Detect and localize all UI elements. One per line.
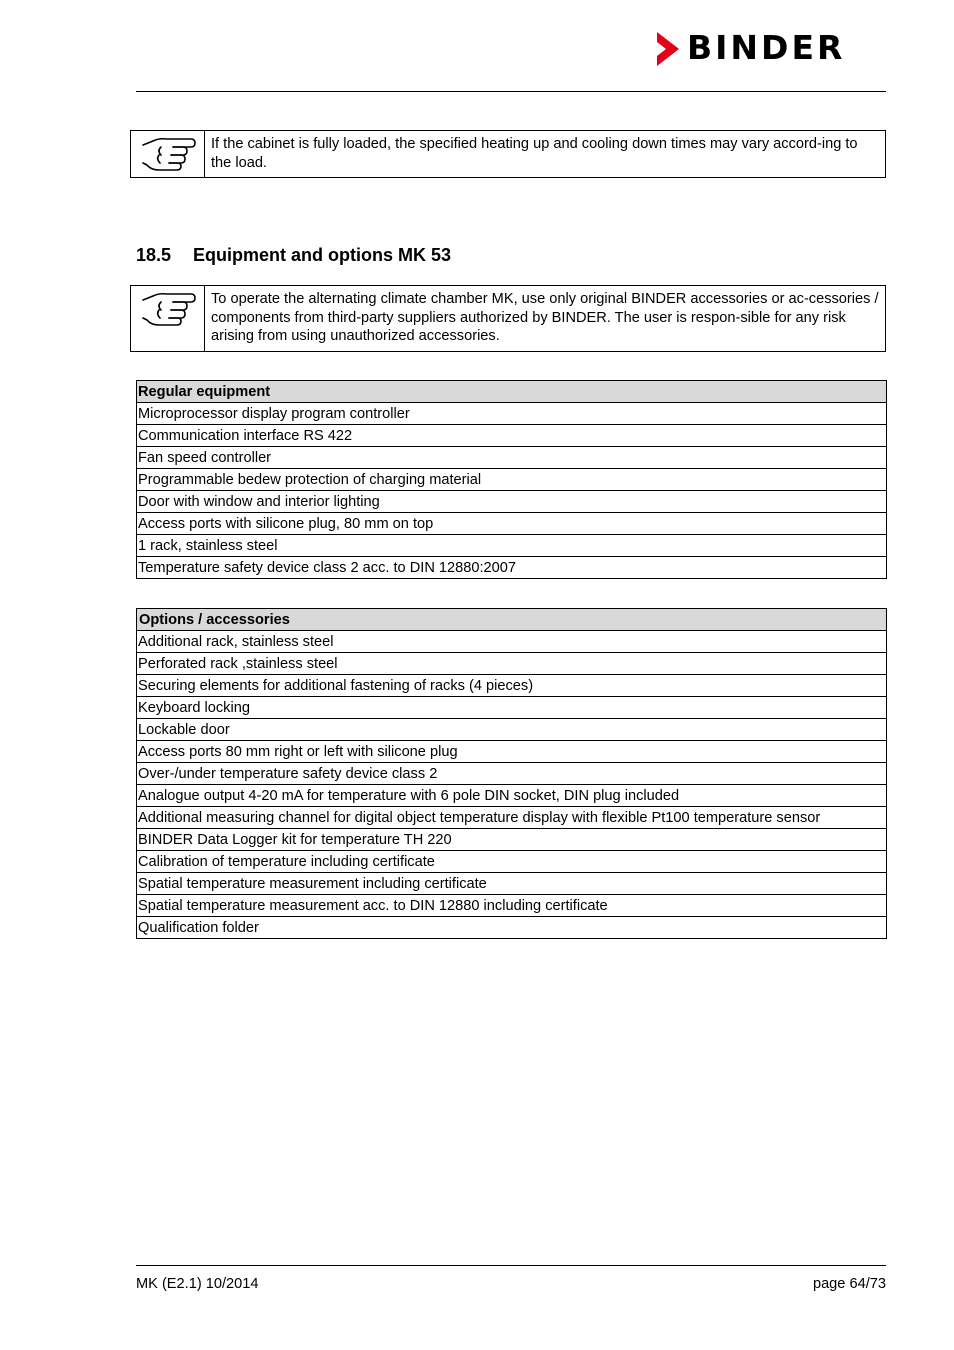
note-icon-cell [131,286,205,351]
table-cell: Additional rack, stainless steel [137,631,887,653]
table-row [137,917,887,939]
table-cell: Temperature safety device class 2 acc. to DIN 12880:2007 [137,557,887,579]
table-row [137,513,887,535]
table-row [137,719,887,741]
table-row [137,491,887,513]
table-cell: Access ports with silicone plug, 80 mm on top [137,513,887,535]
regular-equipment-table [136,380,887,579]
table-cell: Spatial temperature measurement including certificate [137,873,887,895]
table-cell: 1 rack, stainless steel [137,535,887,557]
table-row [137,675,887,697]
table-header: Regular equipment [137,381,887,403]
note-box-loading [130,130,886,178]
table-row [137,447,887,469]
table-cell: Analogue output 4-20 mA for temperature with 6 pole DIN socket, DIN plug included [137,785,887,807]
table-cell: Qualification folder [137,917,887,939]
table-row [137,807,887,829]
table-cell: Communication interface RS 422 [137,425,887,447]
table-row [137,785,887,807]
table-cell: Calibration of temperature including certificate [137,851,887,873]
pointing-hand-icon [139,290,197,328]
table-cell: Microprocessor display program controller [137,403,887,425]
table-header-row [137,381,887,403]
footer-document-id: MK (E2.1) 10/2014 [136,1276,259,1292]
header-divider [136,91,886,92]
table-cell: Additional measuring channel for digital object temperature display with flexible Pt100 temperature sensor [137,807,887,829]
binder-logo [655,30,887,66]
table-cell: Door with window and interior lighting [137,491,887,513]
table-row [137,763,887,785]
table-cell: Keyboard locking [137,697,887,719]
table-row [137,895,887,917]
table-cell: Access ports 80 mm right or left with silicone plug [137,741,887,763]
table-cell: Over-/under temperature safety device class 2 [137,763,887,785]
table-row [137,741,887,763]
note-icon-cell [131,131,205,177]
table-header-row [137,609,887,631]
section-heading [136,243,451,267]
section-number: 18.5 [136,245,172,265]
table-row [137,697,887,719]
table-row [137,535,887,557]
table-row [137,653,887,675]
table-row [137,469,887,491]
table-row [137,425,887,447]
table-row [137,829,887,851]
table-row [137,403,887,425]
table-cell: Programmable bedew protection of charging material [137,469,887,491]
footer-divider [136,1265,886,1266]
table-cell: Securing elements for additional fastening of racks (4 pieces) [137,675,887,697]
pointing-hand-icon [139,135,197,173]
table-row [137,557,887,579]
binder-logo-icon [655,32,681,66]
table-row [137,631,887,653]
brand-name: BINDER [687,28,846,67]
section-title: Equipment and options MK 53 [193,245,452,265]
options-accessories-table [136,608,887,939]
table-cell: Fan speed controller [137,447,887,469]
table-header: Options / accessories [137,609,887,631]
note-box-accessories [130,285,886,352]
note-text: To operate the alternating climate chamber MK, use only original BINDER accessories or ac-cessories / components from third-party suppliers authorized by BINDER. The user is respon-sible for any risk arising from using unauthorized accessories. [211,291,879,344]
table-row [137,873,887,895]
table-cell: Perforated rack ,stainless steel [137,653,887,675]
table-row [137,851,887,873]
note-text: If the cabinet is fully loaded, the specified heating up and cooling down times may vary accord-ing to the load. [211,136,858,171]
table-cell: Spatial temperature measurement acc. to DIN 12880 including certificate [137,895,887,917]
footer-page-number: page 64/73 [812,1276,886,1292]
table-cell: BINDER Data Logger kit for temperature TH 220 [137,829,887,851]
table-cell: Lockable door [137,719,887,741]
